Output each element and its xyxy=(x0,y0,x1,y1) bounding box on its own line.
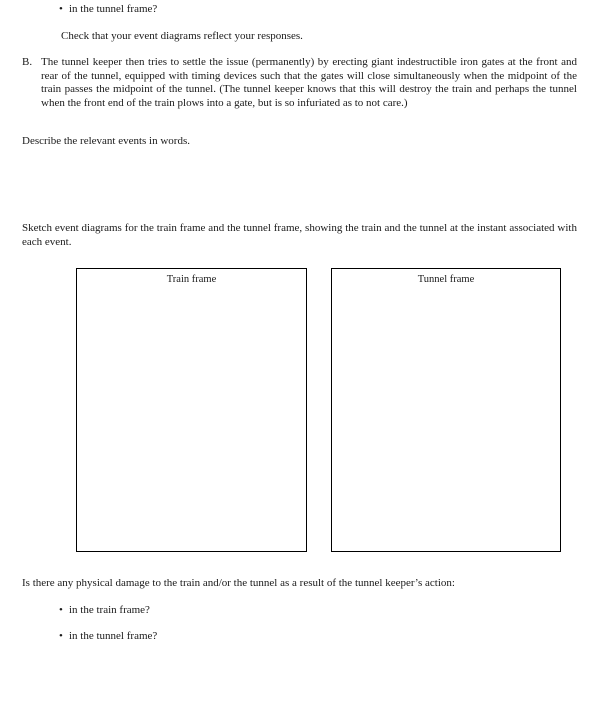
train-frame-label: Train frame xyxy=(166,274,217,285)
section-b-body: The tunnel keeper then tries to settle the issue (permanently) by erecting giant indestructible iron gates at the front and rear of the tunnel, equipped with timing devices such that the gates will close simultaneously when the midpoint of the train passes the midpoint of the tunnel. (The tunnel keeper knows that this will destroy the train and perhaps the tunnel when the front end of the train plows into a gate, but is so infuriated as to not care.) xyxy=(41,56,577,109)
sketch-prompt: Sketch event diagrams for the train frame and the tunnel frame, showing the train and the tunnel at the instant associated with each event. xyxy=(22,222,577,248)
bullet-icon: • xyxy=(59,3,63,15)
bullet-icon: • xyxy=(59,630,63,642)
damage-question: Is there any physical damage to the train and/or the tunnel as a result of the tunnel keeper’s action: xyxy=(22,577,455,589)
tunnel-frame-label: Tunnel frame xyxy=(417,274,475,285)
check-instruction: Check that your event diagrams reflect your responses. xyxy=(61,30,303,42)
tunnel-frame-box[interactable] xyxy=(331,268,561,552)
bullet-tunnel-frame-text: in the tunnel frame? xyxy=(69,630,158,642)
section-b-letter: B. xyxy=(22,56,33,68)
train-frame-box[interactable] xyxy=(76,268,307,552)
top-bullet-text: in the tunnel frame? xyxy=(69,3,158,15)
bullet-train-frame-text: in the train frame? xyxy=(69,604,150,616)
bullet-icon: • xyxy=(59,604,63,616)
describe-prompt: Describe the relevant events in words. xyxy=(22,135,190,147)
